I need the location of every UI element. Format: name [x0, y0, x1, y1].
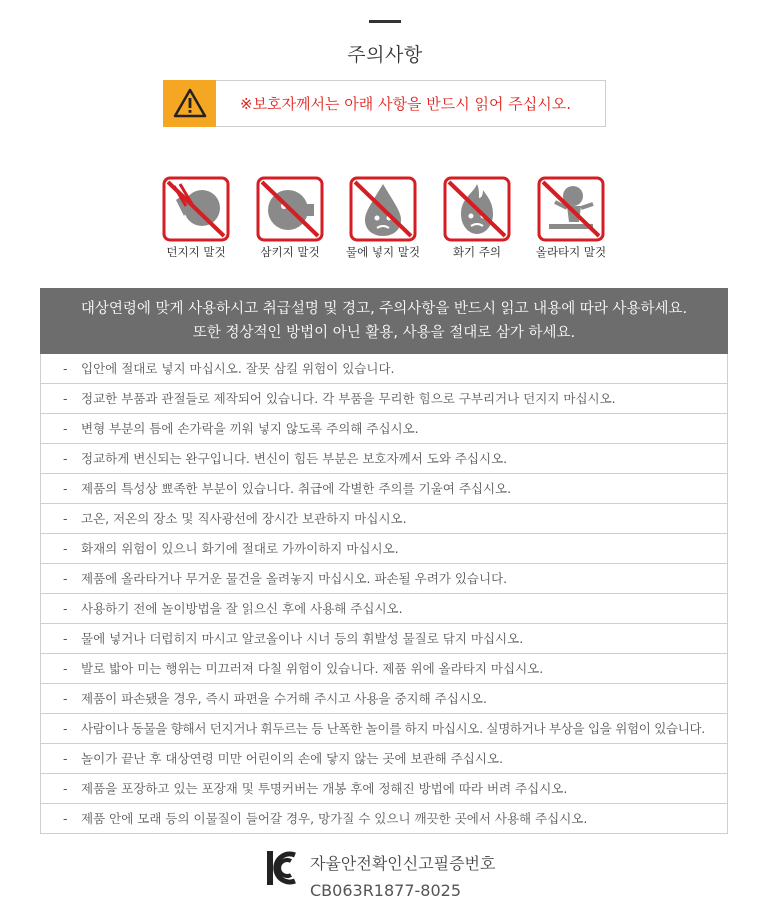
list-marker: - [63, 661, 68, 676]
list-item: - 사람이나 동물을 향해서 던지거나 휘두르는 등 난폭한 놀이를 하지 마십시오. 실명하거나 부상을 입을 위험이 있습니다. [41, 714, 727, 744]
list-item: - 제품 안에 모래 등의 이물질이 들어갈 경우, 망가질 수 있으니 깨끗한 곳에서 사용해 주십시오. [41, 804, 727, 834]
notice-box [163, 80, 606, 127]
list-marker: - [63, 451, 68, 466]
certification-label: 자율안전확인신고필증번호 [310, 854, 496, 873]
notice-text: ※보호자께서는 아래 사항을 반드시 읽어 주십시오. [240, 95, 571, 113]
list-marker: - [63, 511, 68, 526]
list-item: - 제품의 특성상 뾰족한 부분이 있습니다. 취급에 각별한 주의를 기울여 주십시오. [41, 474, 727, 504]
list-marker: - [63, 691, 68, 706]
certification-number: CB063R1877-8025 [310, 881, 462, 900]
no-throwing-icon [162, 176, 230, 242]
caution-label: 삼키지 말것 [260, 245, 320, 259]
list-marker: - [63, 631, 68, 646]
caution-icons [0, 176, 770, 266]
list-item: - 놀이가 끝난 후 대상연령 미만 어린이의 손에 닿지 않는 곳에 보관해 주십시오. [41, 744, 727, 774]
list-marker: - [63, 571, 68, 586]
list-item: - 제품을 포장하고 있는 포장재 및 투명커버는 개봉 후에 정해진 방법에 따라 버려 주십시오. [41, 774, 727, 804]
caution-label: 올라타지 말것 [535, 245, 607, 259]
list-marker: - [63, 541, 68, 556]
caution-label: 물에 넣지 말것 [346, 245, 420, 259]
list-item: - 화재의 위험이 있으니 화기에 절대로 가까이하지 마십시오. [41, 534, 727, 564]
kc-mark-icon [265, 849, 299, 887]
no-climbing-icon [537, 176, 605, 242]
list-item: - 제품이 파손됐을 경우, 즉시 파편을 수거해 주시고 사용을 중지해 주십시오. [41, 684, 727, 714]
list-marker: - [63, 751, 68, 766]
caution-label: 던지지 말것 [166, 245, 226, 259]
header-line-2: 또한 정상적인 방법이 아닌 활용, 사용을 절대로 삼가 하세요. [192, 325, 576, 341]
title-divider [369, 20, 401, 23]
list-marker: - [63, 781, 68, 796]
caution-item [156, 176, 236, 260]
no-water-icon [349, 176, 417, 242]
warning-icon [163, 80, 216, 127]
header-line-1: 대상연령에 맞게 사용하시고 취급설명 및 경고, 주의사항을 반드시 읽고 내용에 따라 사용하세요. [80, 301, 688, 317]
list-item: - 변형 부분의 틈에 손가락을 끼워 넣지 않도록 주의해 주십시오. [41, 414, 727, 444]
list-item: - 정교하게 변신되는 완구입니다. 변신이 힘든 부분은 보호자께서 도와 주십시오. [41, 444, 727, 474]
warning-header [40, 288, 728, 354]
list-marker: - [63, 721, 68, 736]
page-title: 주의사항 [347, 44, 423, 66]
list-marker: - [63, 601, 68, 616]
list-marker: - [63, 481, 68, 496]
list-item: - 물에 넣거나 더럽히지 마시고 알코올이나 시너 등의 휘발성 물질로 닦지 마십시오. [41, 624, 727, 654]
list-item: - 발로 밟아 미는 행위는 미끄러져 다칠 위험이 있습니다. 제품 위에 올라타지 마십시오. [41, 654, 727, 684]
list-item: - 정교한 부품과 관절들로 제작되어 있습니다. 각 부품을 무리한 힘으로 구부리거나 던지지 마십시오. [41, 384, 727, 414]
caution-item [531, 176, 611, 260]
fire-caution-icon [443, 176, 511, 242]
caution-item [437, 176, 517, 260]
certification [265, 849, 496, 900]
list-marker: - [63, 361, 68, 376]
no-swallowing-icon [256, 176, 324, 242]
list-marker: - [63, 811, 68, 826]
list-item: - 사용하기 전에 놀이방법을 잘 읽으신 후에 사용해 주십시오. [41, 594, 727, 624]
caution-list [40, 354, 728, 834]
list-marker: - [63, 391, 68, 406]
list-item: - 입안에 절대로 넣지 마십시오. 잘못 삼킬 위험이 있습니다. [41, 354, 727, 384]
list-item: - 고온, 저온의 장소 및 직사광선에 장시간 보관하지 마십시오. [41, 504, 727, 534]
caution-item [250, 176, 330, 260]
caution-label: 화기 주의 [452, 245, 502, 259]
list-item: - 제품에 올라타거나 무거운 물건을 올려놓지 마십시오. 파손될 우려가 있습니다. [41, 564, 727, 594]
caution-item [343, 176, 423, 260]
list-marker: - [63, 421, 68, 436]
